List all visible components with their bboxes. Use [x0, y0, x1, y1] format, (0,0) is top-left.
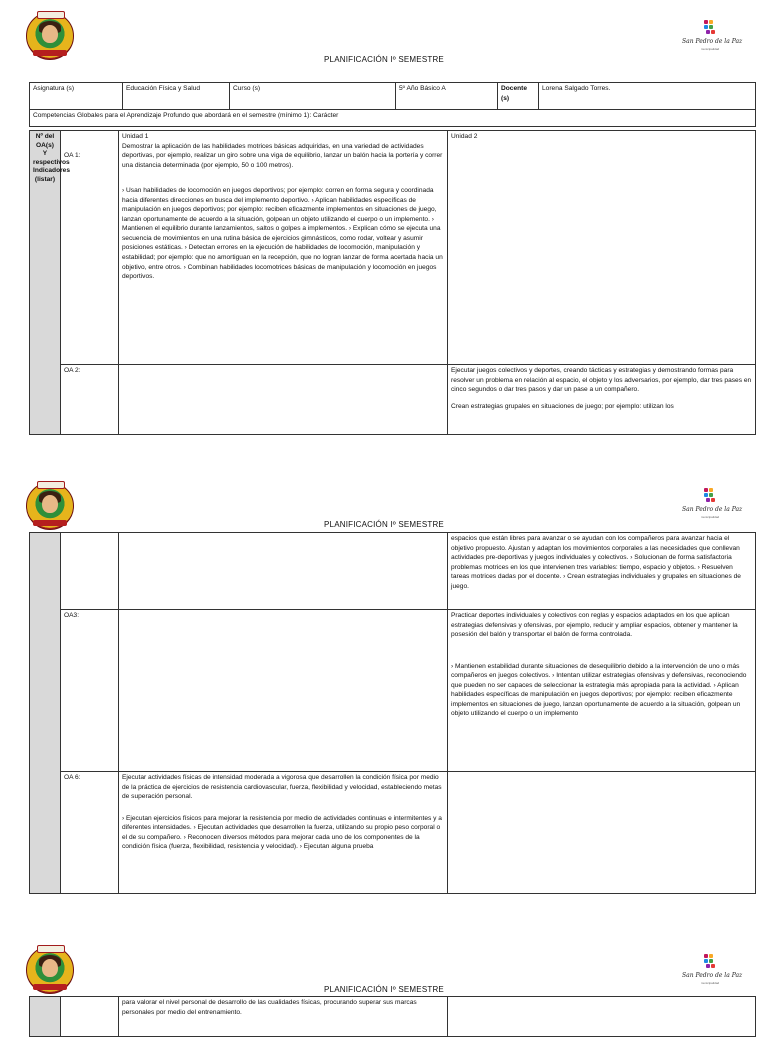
- oa6-indicators-continued: para valorar el nivel personal de desarrollo de las cualidades físicas, procurando superar sus marcas personales por medio del entrenamiento.: [119, 997, 448, 1037]
- oa1-unit1-cell: [119, 131, 448, 365]
- oa3-unit1-cell: [119, 610, 448, 772]
- page-1: [0, 0, 768, 440]
- curso-value: 5º Año Básico A: [396, 83, 498, 110]
- page-3: [0, 940, 768, 1024]
- page-title: PLANIFICACIÓN Iº SEMESTRE: [324, 55, 444, 64]
- oa1-label: OA 1:: [61, 131, 119, 365]
- continued-unit1-cell: [119, 533, 448, 610]
- municipality-brand: San Pedro de la Paz: [682, 972, 743, 979]
- left-column-gray: [30, 533, 61, 894]
- docente-value: Lorena Salgado Torres.: [539, 83, 756, 110]
- oa2-unit2-cell: [448, 365, 756, 435]
- oa3-unit2-cell: [448, 610, 756, 772]
- oa6-unit2-cell: [448, 772, 756, 894]
- municipality-brand: San Pedro de la Paz: [682, 506, 743, 513]
- oa6-indicators: › Ejecutan ejercicios físicos para mejorar la resistencia por medio de actividades continuas e intermitentes y a diferentes intensidades. › Ejecutan actividades que desarrollen la fuerza, utilizando su propio peso corporal o el de su compañero. › Reconocen diversos métodos para mejorar cada uno de los componentes de la condición física (fuerza, flexibilidad, resistencia y velocidad). › Ejecutan alguna prueba: [122, 814, 442, 851]
- continued-oa-cell: [61, 533, 119, 610]
- planning-table-oa: [29, 130, 756, 435]
- municipality-logo-icon: [682, 20, 743, 60]
- oa1-objective: Demostrar la aplicación de las habilidades motrices básicas adquiridas, en una variedad de actividades deportivas, por ejemplo, realizar un giro sobre una viga de equilibrio, lanzar un balón hacia la portería y correr una distancia determinada (por ejemplo, 50 o 100 metros).: [122, 142, 443, 169]
- oa2-label: OA 2:: [61, 365, 119, 435]
- oa6-unit1-cell: [119, 772, 448, 894]
- municipality-sub: municipalidad: [700, 515, 720, 519]
- oa6-objective: Ejecutar actividades físicas de intensidad moderada a vigorosa que desarrollen la condición física por medio de la práctica de ejercicios de resistencia cardiovascular, fuerza, flexibilidad y velocidad, estableciendo metas de superación personal.: [122, 774, 442, 801]
- oa3-label: OA3:: [61, 610, 119, 772]
- docente-label: Docente (s): [498, 83, 539, 110]
- oa2-objective: Ejecutar juegos colectivos y deportes, creando tácticas y estrategias y demostrando formas para resolver un problema en relación al espacio, el objeto y los adversarios, por ejemplo, dar tres pases en cinco segundos o dar tres pasos y dar un pase a un compañero.: [451, 367, 752, 394]
- school-logo-icon: [26, 12, 74, 60]
- page-title: PLANIFICACIÓN Iº SEMESTRE: [324, 520, 444, 529]
- municipality-sub: municipalidad: [700, 47, 720, 51]
- curso-label: Curso (s): [230, 83, 396, 110]
- asignatura-label: Asignatura (s): [30, 83, 123, 110]
- asignatura-value: Educación Física y Salud: [123, 83, 230, 110]
- oa3-indicators: › Mantienen estabilidad durante situaciones de desequilibrio debido a la intervención de uno o más compañeros en juegos colectivos. › Intentan utilizar estrategias ofensivas y defensivas, reconociendo que pueden no ser capaces de seleccionar la estrategia más apropiada para la actividad. › Aplican habilidades específicas de manipulación en juegos deportivos; por ejemplo: reciben eficazmente implementos en situaciones de juego, lanzan oportunamente de acuerdo a la situación, golpean un objeto utilizando el cuerpo o un implemento: [451, 662, 747, 718]
- left-column-label: Nº del OA(s) Y respectivos Indicadores (listar): [30, 131, 61, 435]
- page-title: PLANIFICACIÓN Iº SEMESTRE: [324, 985, 444, 994]
- oa2-indicators-start: Crean estrategias grupales en situaciones de juego; por ejemplo: utilizan los: [451, 402, 674, 410]
- planning-table-continued: [29, 532, 756, 894]
- oa3-objective: Practicar deportes individuales y colectivos con reglas y espacios adaptados en los que aplican estrategias defensivas y ofensivas, por ejemplo, reducir y ampliar espacios, obtener y mantener la posesión del balón y transportar el balón de forma controlada.: [451, 612, 738, 639]
- continued-oa-cell: [61, 997, 119, 1037]
- planning-table-page3: [29, 996, 756, 1037]
- municipality-brand: San Pedro de la Paz: [682, 38, 743, 45]
- oa2-indicators-continued: espacios que están libres para avanzar o se ayudan con los compañeros para avanzar hacia el objetivo propuesto. Ajustan y adaptan los movimientos corporales a las necesidades que conllevan actividades pre-deportivas y juegos individuales y colectivos. › Solucionan de forma satisfactoria problemas motrices en los que intervienen tres variables: tiempo, espacio y objetos. › Resuelven tareas motrices dadas por el docente. › Crean estrategias individuales y grupales en situaciones de juego.: [448, 533, 756, 610]
- competencias-row: Competencias Globales para el Aprendizaje Profundo que abordará en el semestre (mínimo 1): Carácter: [30, 110, 756, 127]
- unit2-title: Unidad 2: [448, 131, 756, 365]
- page-2: [0, 476, 768, 906]
- unit1-title: Unidad 1: [122, 133, 149, 140]
- left-column-gray: [30, 997, 61, 1037]
- oa2-unit1-cell: [119, 365, 448, 435]
- planning-table-header: [29, 82, 756, 127]
- continued-unit2-cell: [448, 997, 756, 1037]
- oa6-label: OA 6:: [61, 772, 119, 894]
- oa1-indicators: › Usan habilidades de locomoción en juegos deportivos; por ejemplo: corren en forma segura y coordinada hacia diferentes direcciones en busca del implemento deportivo. › Aplican habilidades específicas de manipulación en juegos deportivos; por ejemplo: reciben eficazmente implementos en situaciones de juego, lanzan oportunamente de acuerdo a la situación, golpean un objeto utilizando el cuerpo o un implemento. › Mantienen el equilibrio durante lanzamientos, saltos o golpes a implementos. › Explican cómo se ejecuta una secuencia de movimientos en una rutina básica de ejercicios gimnásticos, como rodar, voltear y asumir posiciones estáticas. › Detectan errores en la ejecución de habilidades de locomoción, manipulación y estabilidad; por ejemplo: que no amortiguan en la recepción, que no logran lanzar de forma acertada hacia un objetivo, entre otros. › Combinan habilidades locomotrices básicas de manipulación y locomoción en juegos deportivos.: [122, 187, 443, 281]
- municipality-sub: municipalidad: [700, 981, 720, 985]
